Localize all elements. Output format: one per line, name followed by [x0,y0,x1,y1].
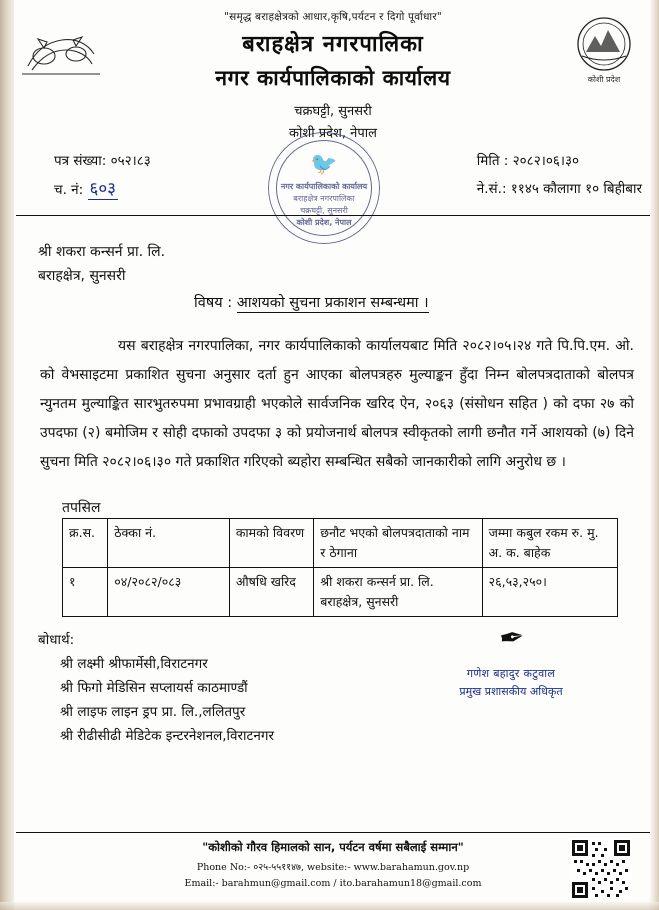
header-divider [16,215,650,216]
cell-contract-no: ०४/२०८२/०८३ [108,568,230,617]
list-item: श्री लक्ष्मी श्रीफार्मेसी,विराटनगर [60,656,208,672]
cell-amount: २६,५३,२५०। [482,568,617,617]
cell-work-description: औषधि खरिद [229,568,313,617]
tapasil-label: तपसिल [62,500,101,516]
column-header-contract: ठेक्का नं. [108,519,230,568]
letter-date: मिति : २०८२।०६।३० [476,153,580,169]
column-header-sn: क्र.स. [63,519,108,568]
letter-number: पत्र संख्या: ०५२।८३ [54,153,151,169]
column-header-amount: जम्मा कबुल रकम रु. मु. अ. क. बाहेक [482,519,617,568]
addressee-block [38,240,165,288]
stamp-bird-icon: 🐦 [310,152,338,177]
nepal-government-emblem-icon [18,20,104,82]
column-header-bidder: छनौट भएको बोलपत्रदाताको नाम र ठेगाना [314,519,482,568]
municipality-name: बराहक्षेत्र नगरपालिका [242,32,424,57]
footer-divider [16,832,650,833]
dispatch-number-row [54,175,151,204]
signature-block [406,619,616,699]
footer-block [16,840,650,889]
letter-paragraph-block [40,332,634,477]
scan-edge-left [0,0,14,910]
addressee-line-1: श्री शकरा कन्सर्न प्रा. लि. [38,244,166,260]
handwritten-signature: ✒ [497,619,525,658]
cc-list [38,628,274,748]
stamp-line-3: कोशी प्रदेश, नेपाल [296,218,352,227]
letter-body [16,0,650,910]
bid-details-table [62,518,618,617]
footer-slogan: "कोशीको गौरव हिमालको सान, पर्यटन वर्षमा सबैलाई सम्मान" [202,840,464,854]
signatory-post: प्रमुख प्रशासकीय अधिकृत [459,685,563,698]
office-name: नगर कार्यपालिकाको कार्यालय [215,66,451,90]
scan-edge-right [650,0,659,910]
province-label: कोशी प्रदेश [587,75,621,84]
meta-right [477,147,642,203]
signatory-name: गणेश बहादुर कटुवाल [466,667,556,680]
subject-text: आशयको सुचना प्रकाशन सम्बन्धमा । [236,295,429,311]
dispatch-label: च. नं: [54,182,84,198]
meta-left [54,147,151,204]
cc-title: बोधार्थ: [38,632,75,648]
qr-code-icon [570,838,632,900]
stamp-top-text: नगर कार्यपालिकाको कार्यालय [280,182,368,191]
official-round-stamp [268,132,380,244]
subject-label: विषय : [194,295,233,311]
nepal-sambat-ref: ने.सं.: ११४५ कौलागा १० बिहीबार [476,181,642,197]
koshi-province-emblem-icon [564,16,644,90]
letterhead [16,10,650,141]
footer-contact: Phone No:- ०२५-५५११४७, website:- www.barahamun.gov.np [196,862,470,873]
header-tagline: "समृद्ध बराहक्षेत्रको आधार,कृषि,पर्यटन र दिगो पूर्वाधार" [224,11,442,23]
table-row [63,568,618,617]
stamp-line-1: बराहक्षेत्र नगरपालिका [293,194,355,203]
list-item: श्री लाइफ लाइन ड्रप प्रा. लि.,ललितपुर [60,704,246,720]
list-item: श्री फिगो मेडिसिन सप्लायर्स काठमाण्डौं [60,680,248,696]
table-header-row [63,519,618,568]
list-item: श्री रीढीसीढी मेडिटेक इन्टरनेशनल,विराटनगर [60,728,274,744]
subject-line [194,292,429,312]
address-line-1: चक्रघट्टी, सुनसरी [294,104,372,119]
footer-email: Email:- barahmun@gmail.com / ito.barahamun18@gmail.com [184,878,482,889]
address-line-2: कोशी प्रदेश, नेपाल [289,126,377,141]
cell-selected-bidder: श्री शकरा कन्सर्न प्रा. लि. बराहक्षेत्र, सुनसरी [314,568,482,617]
column-header-work: कामको विवरण [229,519,313,568]
stamp-line-2: चक्रघट्टी, सुनसरी [300,206,348,215]
addressee-line-2: बराहक्षेत्र, सुनसरी [38,268,126,284]
letter-paragraph: यस बराहक्षेत्र नगरपालिका, नगर कार्यपालिकाको कार्यालयबाट मिति २०८२।०५।२४ गते पि.पि.एम. ओ. को वेभसाइटमा प्रकाशित सुचना अनुसार दर्ता हुन आएका बोलपत्रहरु मुल्याङ्कन हुँदा निम्न बोलपत्रदाताको बोलपत्र न्युनतम मुल्याङ्कित सारभुतरुपमा प्रभावग्राही भएकोले सार्वजनिक खरिद ऐन, २०६३ (संसोधन सहित ) को दफा २७ को उपदफा (२) बमोजिम र सोही दफाको उपदफा ३ को प्रयोजनार्थ बोलपत्र स्वीकृतको लागी छनौत गर्ने आशयको (७) दिने सुचना मिति २०८२।०६।३० गते प्रकाशित गरिएको ब्यहोरा सम्बन्धित सबैको जानकारीको लागि अनुरोध छ । [40,338,634,470]
cell-sn: १ [63,568,108,617]
dispatch-value: ६०३ [89,179,117,199]
